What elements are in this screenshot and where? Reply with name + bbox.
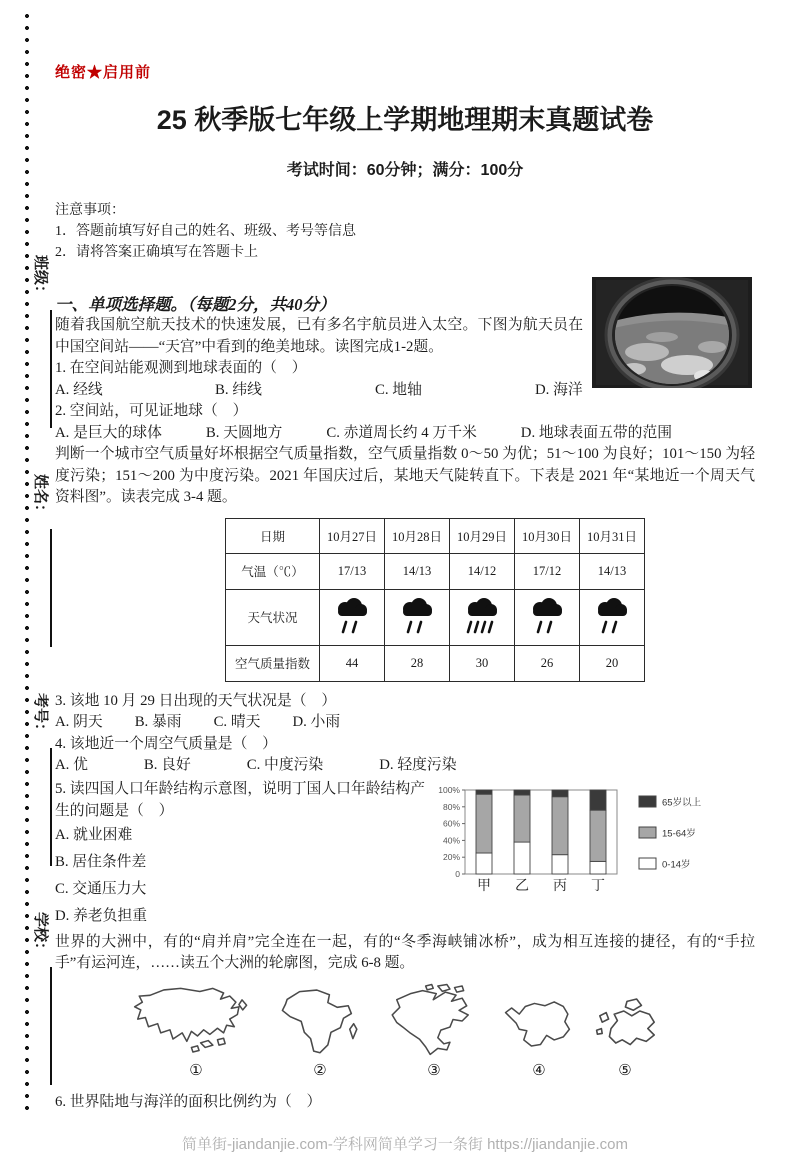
notice-heading: 注意事项： [55, 203, 125, 218]
margin-field [25, 693, 55, 866]
population-age-structure-chart [427, 778, 737, 930]
answer-option: B. 良好 [143, 757, 191, 773]
answer-option: B. 暴雨 [134, 714, 182, 730]
continent-figure-north-america [375, 983, 493, 1080]
row-header-cell: 日期 [226, 518, 320, 553]
question-2-options [55, 423, 755, 445]
answer-option: D. 海洋 [535, 381, 583, 398]
data-cell: 10月30日 [515, 518, 580, 553]
margin-field-blank[interactable] [28, 967, 52, 1085]
data-cell: 28 [385, 645, 450, 681]
data-cell: 44 [320, 645, 385, 681]
svg-text:80%: 80% [442, 801, 460, 812]
exam-time-score: 考试时间：60分钟；满分：100分 [286, 162, 524, 179]
margin-field-label: 学校： [32, 912, 49, 958]
margin-field-blank[interactable] [28, 310, 52, 428]
continent-label-2: ② [313, 1062, 327, 1079]
row-header-cell: 气温（℃） [226, 553, 320, 589]
svg-text:0-14岁: 0-14岁 [662, 859, 691, 870]
answer-option: B. 纬线 [215, 381, 262, 398]
data-cell [515, 589, 580, 645]
weather-table [225, 518, 645, 682]
continent-label-4: ④ [532, 1062, 546, 1079]
question-3: 3. 该地 10 月 29 日出现的天气状况是（ ） [55, 692, 337, 709]
answer-option: C. 中度污染 [246, 757, 324, 773]
question-1: 1. 在空间站能观测到地球表面的（ ） [55, 360, 307, 376]
intro-questions-6-8: 世界的大洲中，有的“肩并肩”完全连在一起，有的“冬季海峡铺冰桥”，成为相互连接的捷径，有的“手拉手”有运河连，……读五个大洲的轮廓图，完成 6-8 题。 [55, 933, 755, 971]
margin-fill-in-strip [25, 0, 55, 1122]
margin-field [25, 912, 55, 1085]
table-row [226, 518, 645, 553]
question-4: 4. 该地近一个周空气质量是（ ） [55, 735, 277, 752]
data-cell: 17/12 [515, 553, 580, 589]
intro-questions-3-4: 判断一个城市空气质量好坏根据空气质量指数，空气质量指数 0～50 为优；51～100 为良好；101～150 为轻度污染；151～200 为中度污染。2021 年国庆过后，某地天气陡转直下。下表是 2021 年“某地近一个周天气资料图”。读表完成 3-4 题。 [55, 446, 755, 505]
secret-label: 绝密★启用前 [55, 64, 152, 81]
data-cell [450, 589, 515, 645]
row-header-cell: 天气状况 [226, 589, 320, 645]
question-6: 6. 世界陆地与海洋的面积比例约为（ ） [55, 1093, 322, 1110]
margin-field [25, 255, 55, 428]
margin-field-label: 考号： [32, 693, 49, 739]
data-cell: 14/13 [580, 553, 645, 589]
margin-field-blank[interactable] [28, 529, 52, 647]
answer-option: C. 交通压力大 [55, 880, 147, 897]
answer-option: B. 天圆地方 [205, 424, 283, 441]
answer-option: D. 小雨 [292, 714, 341, 730]
continent-label-1: ① [189, 1062, 203, 1079]
answer-option: A. 阴天 [55, 714, 103, 730]
notice-block [55, 200, 755, 263]
section-1-heading: 一、单项选择题。（每题2分，共40分） [55, 295, 336, 314]
earth-from-space-photo [592, 277, 752, 388]
data-cell [320, 589, 385, 645]
data-cell: 26 [515, 645, 580, 681]
data-cell: 14/12 [450, 553, 515, 589]
rain-cloud-icon [524, 594, 570, 636]
answer-option: C. 地轴 [375, 381, 422, 398]
row-header-cell: 空气质量指数 [226, 645, 320, 681]
continent-figure-antarctica [501, 995, 577, 1080]
question-5: 5. 读四国人口年龄结构示意图，说明丁国人口年龄结构产生的问题是（ ） [55, 780, 425, 819]
rain-cloud-icon [394, 594, 440, 636]
answer-option: A. 经线 [55, 381, 103, 398]
heavy-rain-cloud-icon [459, 594, 505, 636]
intro-questions-1-2: 随着我国航空航天技术的快速发展，已有多名宇航员进入太空。下图为航天员在中国空间站——“天宫”中看到的绝美地球。读图完成1-2题。 [55, 317, 583, 355]
continent-outline-figures [127, 983, 755, 1080]
data-cell: 10月27日 [320, 518, 385, 553]
question-5-options [55, 822, 427, 930]
answer-option: C. 赤道周长约 4 万千米 [326, 424, 477, 441]
answer-option: A. 是巨大的球体 [55, 424, 162, 441]
svg-text:丁: 丁 [591, 878, 605, 894]
answer-option: D. 养老负担重 [55, 907, 148, 924]
margin-field-blank[interactable] [28, 748, 52, 866]
data-cell: 10月28日 [385, 518, 450, 553]
table-row [226, 553, 645, 589]
data-cell [385, 589, 450, 645]
margin-field [25, 474, 55, 647]
data-cell [580, 589, 645, 645]
table-row [226, 589, 645, 645]
page-title: 25 秋季版七年级上学期地理期末真题试卷 [156, 105, 654, 135]
question-4-options [55, 755, 755, 777]
margin-field-label: 班级： [32, 255, 49, 301]
svg-text:丙: 丙 [553, 878, 567, 894]
svg-text:65岁以上: 65岁以上 [662, 797, 702, 808]
answer-option: C. 晴天 [213, 714, 261, 730]
rain-cloud-icon [329, 594, 375, 636]
question-5-block [55, 778, 755, 930]
table-row [226, 645, 645, 681]
continent-label-3: ③ [427, 1062, 441, 1079]
svg-text:60%: 60% [442, 818, 460, 829]
notice-item-2: 2．请将答案正确填写在答题卡上 [55, 245, 258, 260]
svg-text:0: 0 [455, 868, 460, 879]
svg-text:20%: 20% [442, 851, 460, 862]
data-cell: 20 [580, 645, 645, 681]
data-cell: 10月29日 [450, 518, 515, 553]
answer-option: B. 居住条件差 [55, 853, 147, 870]
continent-figure-europe [585, 995, 665, 1080]
footer-watermark: 简单街-jiandanjie.com-学科网简单学习一条街 https://jiandanjie.com [182, 1136, 628, 1153]
svg-text:乙: 乙 [515, 878, 529, 894]
answer-option: A. 就业困难 [55, 826, 133, 843]
notice-item-1: 1．答题前填写好自己的姓名、班级、考号等信息 [55, 224, 356, 239]
question-3-options [55, 712, 755, 734]
data-cell: 30 [450, 645, 515, 681]
question-2: 2. 空间站，可见证地球（ ） [55, 403, 248, 419]
svg-text:15-64岁: 15-64岁 [662, 828, 696, 839]
continent-figure-asia [127, 983, 265, 1080]
answer-option: D. 轻度污染 [379, 757, 457, 773]
answer-option: D. 地球表面五带的范围 [520, 424, 673, 441]
rain-cloud-icon [589, 594, 635, 636]
svg-text:甲: 甲 [477, 878, 491, 894]
data-cell: 14/13 [385, 553, 450, 589]
svg-text:40%: 40% [442, 834, 460, 845]
continent-label-5: ⑤ [618, 1062, 632, 1079]
svg-text:100%: 100% [438, 784, 460, 795]
exam-page [55, 55, 755, 1154]
data-cell: 10月31日 [580, 518, 645, 553]
answer-option: A. 优 [55, 757, 88, 773]
data-cell: 17/13 [320, 553, 385, 589]
margin-field-label: 姓名： [32, 474, 49, 520]
continent-figure-africa [273, 983, 367, 1080]
